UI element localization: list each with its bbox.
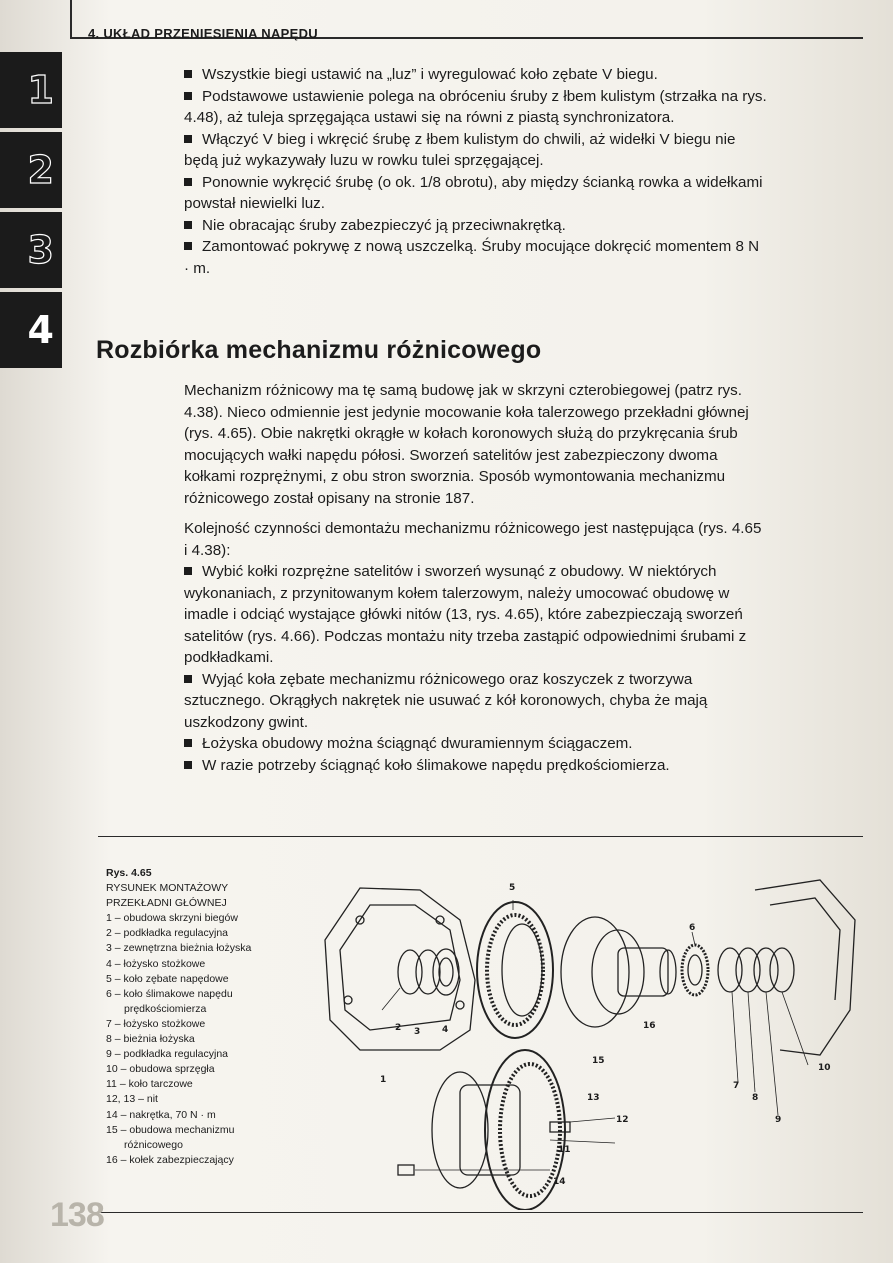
callout-label-2: 2 — [395, 1023, 402, 1033]
section-bullet-item: Wyjąć koła zębate mechanizmu różnicowego oraz koszyczek z tworzywa sztucznego. Okrągłych nakrętek nie usuwać z kół koronowych, chyba że mają uszkodzony gwint. — [184, 670, 708, 731]
legend-item: 14 – nakrętka, 70 N · m — [106, 1108, 216, 1121]
chapter-tab-1[interactable]: 1 — [0, 52, 62, 128]
bullet-square-icon — [184, 739, 192, 747]
speedo-worm-gear-drawing — [682, 945, 708, 995]
top-bullet-item: Ponownie wykręcić śrubę (o ok. 1/8 obrotu), aby między ścianką rowka a widełkami powstał niewielki luz. — [184, 173, 763, 212]
bullet-square-icon — [184, 761, 192, 769]
callout-leader-lines — [382, 900, 808, 1170]
bullet-square-icon — [184, 70, 192, 78]
footer-rule — [98, 1212, 863, 1213]
page-number: 138 — [50, 1196, 104, 1234]
figure-top-rule — [98, 836, 863, 837]
legend-item: 8 – bieżnia łożyska — [106, 1033, 195, 1046]
legend-item: 1 – obudowa skrzyni biegów — [106, 912, 238, 925]
bullet-square-icon — [184, 675, 192, 683]
section-heading: Rozbiórka mechanizmu różnicowego — [96, 336, 542, 364]
section-bullet-item: Wybić kołki rozprężne satelitów i sworzeń wysunąć z obudowy. W niektórych wykonaniach, z przynitowanym kołem talerzowym, należy umocować obudowę w imadle i odciąć wystające główki nitów (13, rys. 4.65), które zabezpieczają sworzeń satelitów (rys. 4.66). Podczas montażu nity trzeba zastąpić odpowiednimi śrubami z podkładkami. — [184, 563, 747, 666]
callout-label-15: 15 — [592, 1056, 605, 1066]
section-bullet-item: Łożyska obudowy można ściągnąć dwuramiennym ściągaczem. — [184, 733, 768, 755]
callout-label-16: 16 — [643, 1021, 656, 1031]
crown-wheel-assembly-drawing — [398, 1050, 570, 1210]
figure-caption — [106, 866, 276, 1168]
chapter-header-title: 4. UKŁAD PRZENIESIENIA NAPĘDU — [88, 26, 318, 41]
chapter-tab-2[interactable]: 2 — [0, 132, 62, 208]
legend-item: 2 – podkładka regulacyjna — [106, 927, 229, 940]
top-bullet-item: Zamontować pokrywę z nową uszczelką. Śruby mocujące dokręcić momentem 8 N · m. — [184, 238, 760, 277]
callout-label-6: 6 — [689, 923, 696, 933]
bullet-square-icon — [184, 178, 192, 186]
legend-item: 4 – łożysko stożkowe — [106, 957, 206, 970]
differential-housing-drawing — [561, 917, 676, 1027]
chapter-tab-3[interactable]: 3 — [0, 212, 62, 288]
top-bullet-item: Włączyć V bieg i wkręcić śrubę z łbem kulistym do chwili, aż widełki V biegu nie będą już wykazywały luzu w rowku tulei sprzęgającej. — [184, 130, 736, 169]
final-drive-assembly-drawing — [300, 860, 860, 1210]
top-bullet-list — [184, 64, 768, 279]
bullet-square-icon — [184, 135, 192, 143]
figure-number: Rys. 4.65 — [106, 867, 152, 879]
callout-label-12: 12 — [616, 1115, 629, 1125]
bearing-races-drawing — [398, 949, 459, 995]
top-bullet-item: Nie obracając śruby zabezpieczyć ją przeciwnakrętką. — [184, 215, 768, 237]
top-bullet-item: Wszystkie biegi ustawić na „luz” i wyregulować koło zębate V biegu. — [184, 64, 768, 86]
section-bullet-item: W razie potrzeby ściągnąć koło ślimakowe napędu prędkościomierza. — [184, 755, 768, 777]
callout-label-14: 14 — [553, 1177, 566, 1187]
figure-title-line: PRZEKŁADNI GŁÓWNEJ — [106, 897, 227, 910]
callout-label-4: 4 — [442, 1025, 449, 1035]
chapter-tab-4-active[interactable]: 4 — [0, 292, 62, 368]
callout-label-9: 9 — [775, 1115, 782, 1125]
top-bullet-item: Podstawowe ustawienie polega na obróceniu śruby z łbem kulistym (strzałka na rys. 4.48), aż tuleja sprzęgająca ustawi się na równi z piastą synchronizatora. — [184, 87, 767, 126]
bullet-square-icon — [184, 92, 192, 100]
bullet-square-icon — [184, 221, 192, 229]
callout-label-5: 5 — [509, 883, 516, 893]
legend-item: 10 – obudowa sprzęgła — [106, 1063, 215, 1076]
bullet-square-icon — [184, 242, 192, 250]
legend-item: 12, 13 – nit — [106, 1093, 158, 1106]
legend-item: 15 – obudowa mechanizmu — [106, 1123, 235, 1136]
callout-label-3: 3 — [414, 1027, 421, 1037]
legend-item: 9 – podkładka regulacyjna — [106, 1048, 229, 1061]
callout-label-1: 1 — [380, 1075, 387, 1085]
legend-item: 16 – kołek zabezpieczający — [106, 1153, 234, 1166]
figure-title-line: RYSUNEK MONTAŻOWY — [106, 882, 229, 895]
right-bearing-set-drawing — [718, 948, 794, 992]
legend-item: 7 – łożysko stożkowe — [106, 1017, 206, 1030]
callout-label-10: 10 — [818, 1063, 831, 1073]
legend-item: prędkościomierza — [124, 1002, 207, 1015]
legend-item: 5 – koło zębate napędowe — [106, 972, 229, 985]
bullet-square-icon — [184, 567, 192, 575]
callout-label-13: 13 — [587, 1093, 600, 1103]
legend-item: 11 – koło tarczowe — [106, 1078, 193, 1091]
section-paragraph-1: Mechanizm różnicowy ma tę samą budowę jak w skrzyni czterobiegowej (patrz rys. 4.38). Nieco odmiennie jest jedynie mocowanie koła talerzowego przekładni głównej (rys. 4.65). Obie nakrętki okrągłe w kołach koronowych służą do przykręcania śrub mocujących wałki napędu półosi. Sworzeń satelitów jest zabezpieczony dwoma kołkami rozprężnymi, z obu stron sworznia. Sposób wymontowania mechanizmu różnicowego został opisany na stronie 187. — [184, 382, 749, 507]
left-margin-rule — [70, 0, 72, 38]
drive-gear-ring-drawing — [477, 902, 553, 1038]
section-paragraph-2: Kolejność czynności demontażu mechanizmu różnicowego jest następująca (rys. 4.65 i 4.38): — [184, 520, 762, 559]
legend-item: 3 – zewnętrzna bieżnia łożyska — [106, 942, 252, 955]
section-body — [184, 380, 768, 776]
callout-label-8: 8 — [752, 1093, 759, 1103]
legend-item: różnicowego — [124, 1138, 183, 1151]
chapter-tabs — [0, 52, 62, 372]
callout-label-11: 11 — [558, 1145, 571, 1155]
callout-label-7: 7 — [733, 1081, 740, 1091]
legend-item: 6 – koło ślimakowe napędu — [106, 987, 233, 1000]
